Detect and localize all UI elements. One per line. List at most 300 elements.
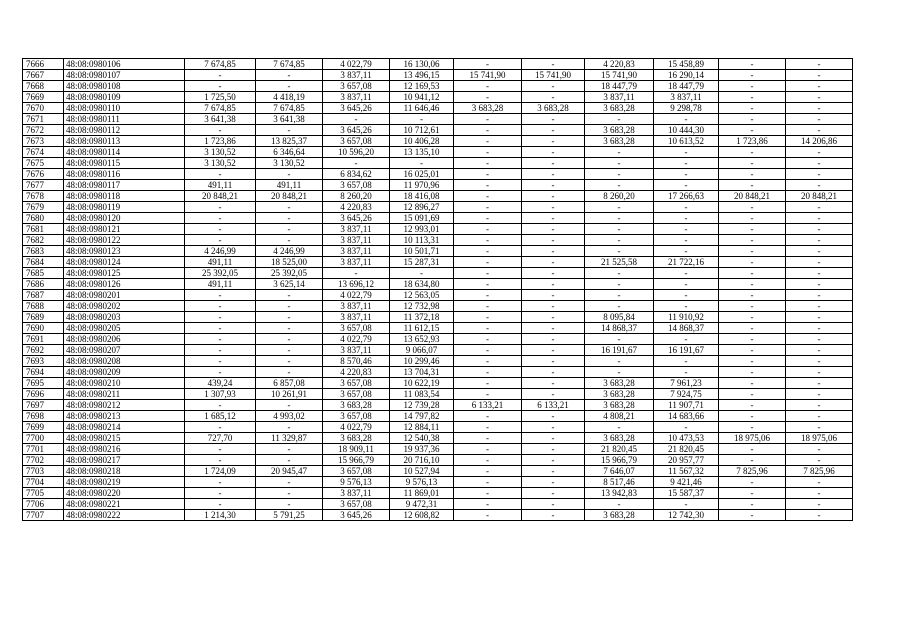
cadastral-number-cell: 48:08:0980126	[64, 279, 185, 290]
value-cell: -	[786, 444, 853, 455]
cadastral-number-cell: 48:08:0980201	[64, 290, 185, 301]
row-number-cell: 7678	[23, 191, 64, 202]
value-cell: -	[719, 345, 786, 356]
cadastral-number-cell: 48:08:0980106	[64, 59, 185, 70]
value-cell: -	[256, 455, 323, 466]
value-cell: 439,24	[185, 378, 256, 389]
value-cell: -	[585, 356, 654, 367]
value-cell: -	[256, 169, 323, 180]
value-cell: 8 260,20	[323, 191, 390, 202]
value-cell: -	[719, 279, 786, 290]
table-row	[23, 312, 853, 323]
value-cell: 7 825,96	[786, 466, 853, 477]
value-cell: -	[256, 125, 323, 136]
value-cell: -	[454, 81, 522, 92]
cadastral-number-cell: 48:08:0980121	[64, 224, 185, 235]
cadastral-number-cell: 48:08:0980118	[64, 191, 185, 202]
value-cell: 10 444,30	[654, 125, 719, 136]
value-cell: -	[185, 477, 256, 488]
value-cell: 3 683,28	[323, 400, 390, 411]
value-cell: -	[719, 312, 786, 323]
value-cell: -	[185, 213, 256, 224]
value-cell: -	[454, 499, 522, 510]
value-cell: -	[719, 158, 786, 169]
value-cell: -	[454, 301, 522, 312]
value-cell: 12 993,01	[390, 224, 454, 235]
value-cell: -	[719, 488, 786, 499]
value-cell: -	[185, 125, 256, 136]
row-number-cell: 7679	[23, 202, 64, 213]
value-cell: -	[786, 312, 853, 323]
table-row	[23, 92, 853, 103]
row-number-cell: 7686	[23, 279, 64, 290]
row-number-cell: 7671	[23, 114, 64, 125]
value-cell: 15 966,79	[323, 455, 390, 466]
row-number-cell: 7668	[23, 81, 64, 92]
value-cell: 8 517,46	[585, 477, 654, 488]
value-cell: 9 066,07	[390, 345, 454, 356]
cadastral-number-cell: 48:08:0980214	[64, 422, 185, 433]
value-cell: 9 298,78	[654, 103, 719, 114]
value-cell: 3 657,08	[323, 136, 390, 147]
row-number-cell: 7689	[23, 312, 64, 323]
value-cell: 13 825,37	[256, 136, 323, 147]
value-cell: -	[522, 345, 585, 356]
row-number-cell: 7687	[23, 290, 64, 301]
value-cell: -	[185, 169, 256, 180]
value-cell: -	[454, 114, 522, 125]
value-cell: 3 683,28	[585, 510, 654, 521]
row-number-cell: 7699	[23, 422, 64, 433]
cadastral-number-cell: 48:08:0980116	[64, 169, 185, 180]
value-cell: 15 741,90	[522, 70, 585, 81]
table-row	[23, 290, 853, 301]
value-cell: -	[654, 224, 719, 235]
cadastral-number-cell: 48:08:0980222	[64, 510, 185, 521]
value-cell: -	[454, 257, 522, 268]
table-row	[23, 488, 853, 499]
cadastral-number-cell: 48:08:0980110	[64, 103, 185, 114]
value-cell: 10 527,94	[390, 466, 454, 477]
table-row	[23, 147, 853, 158]
value-cell: -	[654, 147, 719, 158]
value-cell: 13 135,10	[390, 147, 454, 158]
value-cell: 7 825,96	[719, 466, 786, 477]
value-cell: -	[786, 169, 853, 180]
cadastral-number-cell: 48:08:0980207	[64, 345, 185, 356]
value-cell: -	[786, 334, 853, 345]
value-cell: -	[786, 70, 853, 81]
value-cell: -	[654, 356, 719, 367]
value-cell: -	[454, 158, 522, 169]
value-cell: 11 869,01	[390, 488, 454, 499]
value-cell: 15 741,90	[454, 70, 522, 81]
value-cell: -	[185, 70, 256, 81]
cadastral-number-cell: 48:08:0980107	[64, 70, 185, 81]
value-cell: 6 834,62	[323, 169, 390, 180]
value-cell: -	[323, 268, 390, 279]
value-cell: -	[256, 290, 323, 301]
value-cell: -	[786, 103, 853, 114]
value-cell: 3 657,08	[323, 499, 390, 510]
value-cell: -	[454, 323, 522, 334]
value-cell: 3 657,08	[323, 323, 390, 334]
cadastral-number-cell: 48:08:0980211	[64, 389, 185, 400]
value-cell: 727,70	[185, 433, 256, 444]
table-row	[23, 323, 853, 334]
value-cell: -	[585, 213, 654, 224]
value-cell: -	[454, 147, 522, 158]
value-cell: 3 657,08	[323, 81, 390, 92]
value-cell: 20 848,21	[256, 191, 323, 202]
value-cell: 3 683,28	[585, 433, 654, 444]
value-cell: -	[585, 301, 654, 312]
row-number-cell: 7676	[23, 169, 64, 180]
cadastral-number-cell: 48:08:0980123	[64, 246, 185, 257]
value-cell: -	[454, 136, 522, 147]
value-cell: -	[719, 81, 786, 92]
value-cell: -	[719, 180, 786, 191]
cadastral-number-cell: 48:08:0980203	[64, 312, 185, 323]
value-cell: 21 525,58	[585, 257, 654, 268]
value-cell: 20 957,77	[654, 455, 719, 466]
table-row	[23, 279, 853, 290]
value-cell: 3 645,26	[323, 103, 390, 114]
value-cell: 10 941,12	[390, 92, 454, 103]
value-cell: 19 937,36	[390, 444, 454, 455]
row-number-cell: 7706	[23, 499, 64, 510]
value-cell: 18 909,11	[323, 444, 390, 455]
table-row	[23, 477, 853, 488]
value-cell: -	[719, 169, 786, 180]
value-cell: -	[719, 323, 786, 334]
value-cell: 1 723,86	[185, 136, 256, 147]
value-cell: 3 641,38	[185, 114, 256, 125]
value-cell: 12 884,11	[390, 422, 454, 433]
value-cell: -	[585, 224, 654, 235]
value-cell: 3 625,14	[256, 279, 323, 290]
row-number-cell: 7700	[23, 433, 64, 444]
value-cell: 3 837,11	[323, 345, 390, 356]
table-row	[23, 367, 853, 378]
table-row	[23, 114, 853, 125]
value-cell: 4 022,79	[323, 334, 390, 345]
cadastral-number-cell: 48:08:0980108	[64, 81, 185, 92]
table-row	[23, 180, 853, 191]
row-number-cell: 7704	[23, 477, 64, 488]
value-cell: 21 820,45	[585, 444, 654, 455]
value-cell: 10 299,46	[390, 356, 454, 367]
value-cell: -	[786, 323, 853, 334]
value-cell: -	[256, 235, 323, 246]
table-row	[23, 257, 853, 268]
value-cell: -	[786, 422, 853, 433]
value-cell: -	[719, 246, 786, 257]
cadastral-number-cell: 48:08:0980122	[64, 235, 185, 246]
value-cell: -	[654, 334, 719, 345]
value-cell: 15 458,89	[654, 59, 719, 70]
row-number-cell: 7684	[23, 257, 64, 268]
value-cell: -	[522, 114, 585, 125]
value-cell: -	[522, 191, 585, 202]
value-cell: -	[522, 224, 585, 235]
table-row	[23, 411, 853, 422]
value-cell: -	[185, 356, 256, 367]
table-row	[23, 224, 853, 235]
value-cell: 12 732,98	[390, 301, 454, 312]
row-number-cell: 7690	[23, 323, 64, 334]
value-cell: -	[719, 290, 786, 301]
value-cell: -	[585, 246, 654, 257]
value-cell: -	[256, 202, 323, 213]
row-number-cell: 7705	[23, 488, 64, 499]
value-cell: -	[256, 323, 323, 334]
table-row	[23, 389, 853, 400]
value-cell: -	[256, 400, 323, 411]
value-cell: -	[719, 510, 786, 521]
row-number-cell: 7707	[23, 510, 64, 521]
value-cell: -	[522, 125, 585, 136]
value-cell: -	[719, 268, 786, 279]
value-cell: -	[185, 312, 256, 323]
value-cell: 3 683,28	[585, 400, 654, 411]
table-row	[23, 191, 853, 202]
value-cell: 11 970,96	[390, 180, 454, 191]
cadastral-number-cell: 48:08:0980221	[64, 499, 185, 510]
value-cell: -	[719, 202, 786, 213]
value-cell: -	[719, 257, 786, 268]
value-cell: -	[786, 213, 853, 224]
value-cell: -	[256, 224, 323, 235]
row-number-cell: 7683	[23, 246, 64, 257]
table-row	[23, 433, 853, 444]
value-cell: -	[719, 70, 786, 81]
value-cell: -	[786, 345, 853, 356]
cadastral-number-cell: 48:08:0980210	[64, 378, 185, 389]
value-cell: -	[454, 477, 522, 488]
value-cell: 18 634,80	[390, 279, 454, 290]
cadastral-number-cell: 48:08:0980216	[64, 444, 185, 455]
value-cell: 3 683,28	[522, 103, 585, 114]
value-cell: -	[654, 246, 719, 257]
value-cell: -	[719, 378, 786, 389]
value-cell: 7 924,75	[654, 389, 719, 400]
table-row	[23, 455, 853, 466]
value-cell: 21 722,16	[654, 257, 719, 268]
value-cell: 4 220,83	[323, 367, 390, 378]
value-cell: 1 724,09	[185, 466, 256, 477]
value-cell: -	[522, 59, 585, 70]
value-cell: -	[654, 279, 719, 290]
value-cell: 491,11	[185, 257, 256, 268]
row-number-cell: 7693	[23, 356, 64, 367]
value-cell: 3 645,26	[323, 125, 390, 136]
value-cell: -	[585, 147, 654, 158]
value-cell: -	[185, 367, 256, 378]
value-cell: -	[522, 323, 585, 334]
value-cell: 7 674,85	[256, 103, 323, 114]
row-number-cell: 7688	[23, 301, 64, 312]
value-cell: 3 130,52	[185, 147, 256, 158]
value-cell: -	[185, 235, 256, 246]
table-row	[23, 103, 853, 114]
value-cell: -	[454, 510, 522, 521]
value-cell: -	[185, 224, 256, 235]
row-number-cell: 7691	[23, 334, 64, 345]
value-cell: 3 683,28	[585, 103, 654, 114]
value-cell: -	[585, 180, 654, 191]
value-cell: -	[522, 81, 585, 92]
value-cell: 4 418,19	[256, 92, 323, 103]
value-cell: -	[185, 400, 256, 411]
value-cell: -	[522, 510, 585, 521]
value-cell: -	[454, 312, 522, 323]
value-cell: -	[786, 400, 853, 411]
value-cell: -	[256, 488, 323, 499]
cadastral-number-cell: 48:08:0980112	[64, 125, 185, 136]
cadastral-number-cell: 48:08:0980209	[64, 367, 185, 378]
value-cell: 3 657,08	[323, 180, 390, 191]
value-cell: 4 993,02	[256, 411, 323, 422]
value-cell: -	[719, 356, 786, 367]
value-cell: -	[454, 202, 522, 213]
value-cell: -	[454, 279, 522, 290]
value-cell: 12 742,30	[654, 510, 719, 521]
value-cell: -	[185, 499, 256, 510]
table-row	[23, 268, 853, 279]
value-cell: -	[786, 92, 853, 103]
value-cell: 18 975,06	[719, 433, 786, 444]
cadastral-number-cell: 48:08:0980113	[64, 136, 185, 147]
value-cell: -	[654, 169, 719, 180]
value-cell: -	[786, 246, 853, 257]
value-cell: 20 945,47	[256, 466, 323, 477]
value-cell: -	[522, 389, 585, 400]
table-row	[23, 158, 853, 169]
row-number-cell: 7667	[23, 70, 64, 81]
value-cell: -	[185, 323, 256, 334]
value-cell: -	[256, 213, 323, 224]
value-cell: 3 657,08	[323, 411, 390, 422]
value-cell: 3 837,11	[323, 312, 390, 323]
value-cell: 8 095,84	[585, 312, 654, 323]
value-cell: -	[390, 268, 454, 279]
value-cell: -	[522, 455, 585, 466]
table-row	[23, 422, 853, 433]
value-cell: -	[786, 81, 853, 92]
value-cell: -	[719, 334, 786, 345]
value-cell: -	[786, 158, 853, 169]
value-cell: -	[585, 169, 654, 180]
value-cell: -	[719, 213, 786, 224]
row-number-cell: 7680	[23, 213, 64, 224]
value-cell: -	[522, 202, 585, 213]
value-cell: -	[256, 312, 323, 323]
value-cell: -	[454, 169, 522, 180]
value-cell: -	[522, 213, 585, 224]
value-cell: 14 683,66	[654, 411, 719, 422]
value-cell: -	[185, 488, 256, 499]
value-cell: 11 083,54	[390, 389, 454, 400]
value-cell: -	[454, 191, 522, 202]
cadastral-number-cell: 48:08:0980218	[64, 466, 185, 477]
value-cell: -	[256, 70, 323, 81]
table-row	[23, 81, 853, 92]
value-cell: -	[786, 257, 853, 268]
value-cell: -	[522, 235, 585, 246]
value-cell: -	[654, 235, 719, 246]
value-cell: -	[185, 345, 256, 356]
value-cell: -	[585, 114, 654, 125]
value-cell: -	[454, 180, 522, 191]
value-cell: -	[654, 213, 719, 224]
value-cell: -	[585, 422, 654, 433]
value-cell: 10 596,20	[323, 147, 390, 158]
value-cell: 25 392,05	[256, 268, 323, 279]
value-cell: 16 130,06	[390, 59, 454, 70]
row-number-cell: 7666	[23, 59, 64, 70]
value-cell: -	[454, 367, 522, 378]
value-cell: -	[719, 411, 786, 422]
cadastral-number-cell: 48:08:0980208	[64, 356, 185, 367]
value-cell: -	[786, 125, 853, 136]
value-cell: -	[786, 224, 853, 235]
value-cell: 4 220,83	[585, 59, 654, 70]
value-cell: -	[786, 147, 853, 158]
row-number-cell: 7670	[23, 103, 64, 114]
row-number-cell: 7694	[23, 367, 64, 378]
value-cell: 7 674,85	[185, 103, 256, 114]
value-cell: 14 868,37	[654, 323, 719, 334]
cadastral-number-cell: 48:08:0980219	[64, 477, 185, 488]
table-row	[23, 334, 853, 345]
value-cell: 3 837,11	[323, 301, 390, 312]
value-cell: -	[454, 92, 522, 103]
row-number-cell: 7703	[23, 466, 64, 477]
value-cell: -	[256, 477, 323, 488]
value-cell: -	[256, 301, 323, 312]
value-cell: 4 220,83	[323, 202, 390, 213]
value-cell: -	[454, 345, 522, 356]
value-cell: -	[585, 367, 654, 378]
value-cell: 3 657,08	[323, 389, 390, 400]
value-cell: -	[390, 158, 454, 169]
value-cell: -	[786, 114, 853, 125]
value-cell: 3 837,11	[323, 488, 390, 499]
value-cell: 4 022,79	[323, 59, 390, 70]
value-cell: 6 857,08	[256, 378, 323, 389]
value-cell: 1 725,50	[185, 92, 256, 103]
value-cell: -	[585, 334, 654, 345]
value-cell: 10 406,28	[390, 136, 454, 147]
value-cell: 18 525,00	[256, 257, 323, 268]
value-cell: 3 657,08	[323, 466, 390, 477]
value-cell: 20 716,10	[390, 455, 454, 466]
value-cell: 11 329,87	[256, 433, 323, 444]
value-cell: 20 848,21	[786, 191, 853, 202]
value-cell: -	[786, 356, 853, 367]
value-cell: -	[719, 114, 786, 125]
value-cell: 12 896,27	[390, 202, 454, 213]
value-cell: 12 169,53	[390, 81, 454, 92]
value-cell: -	[454, 411, 522, 422]
value-cell: 3 657,08	[323, 378, 390, 389]
value-cell: 12 540,38	[390, 433, 454, 444]
value-cell: -	[585, 499, 654, 510]
value-cell: 3 683,28	[323, 433, 390, 444]
value-cell: 3 641,38	[256, 114, 323, 125]
table-row	[23, 136, 853, 147]
